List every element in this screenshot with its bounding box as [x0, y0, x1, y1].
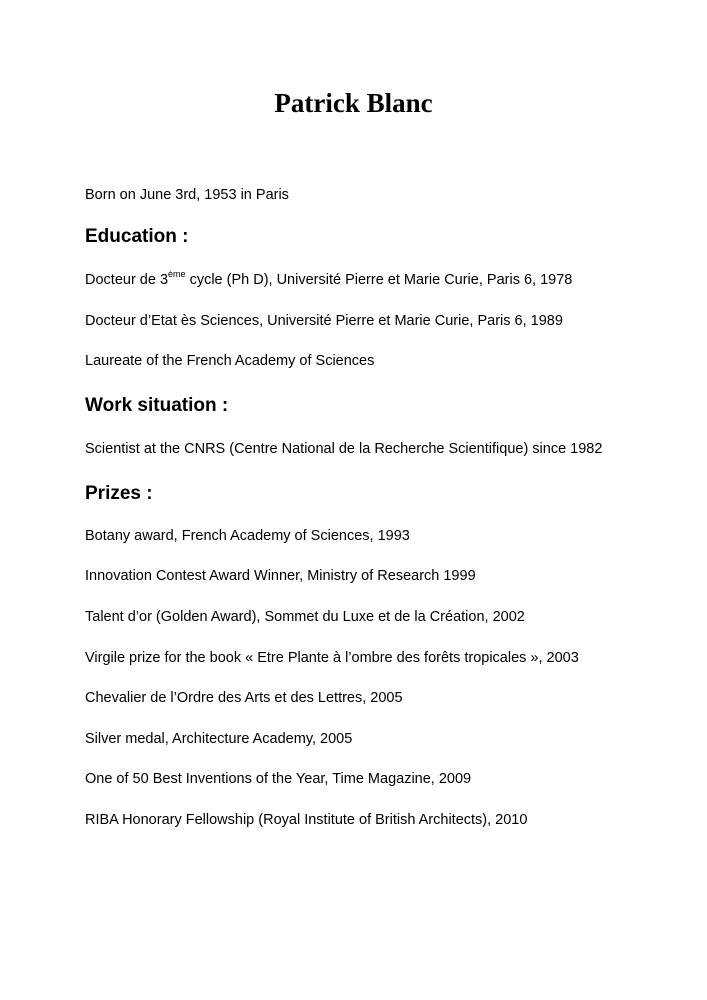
education-item-text: cycle (Ph D), Université Pierre et Marie Curie, Paris 6, 1978	[185, 272, 573, 288]
education-heading: Education :	[85, 226, 189, 247]
education-item-laureate: Laureate of the French Academy of Sciences	[85, 353, 375, 369]
prize-item: One of 50 Best Inventions of the Year, Time Magazine, 2009	[85, 771, 472, 787]
prize-item: Silver medal, Architecture Academy, 2005	[85, 731, 353, 747]
prize-item: Virgile prize for the book « Etre Plante à l’ombre des forêts tropicales », 2003	[85, 650, 579, 666]
prize-item: RIBA Honorary Fellowship (Royal Institute of British Architects), 2010	[85, 812, 528, 828]
prizes-heading: Prizes :	[85, 483, 153, 504]
superscript-text: ème	[168, 269, 186, 280]
education-item-doctorate: Docteur d’Etat ès Sciences, Université Pierre et Marie Curie, Paris 6, 1989	[85, 313, 563, 329]
prize-item: Chevalier de l’Ordre des Arts et des Lettres, 2005	[85, 690, 403, 706]
birth-info: Born on June 3rd, 1953 in Paris	[85, 187, 289, 203]
education-item-phd	[85, 270, 572, 290]
work-heading: Work situation :	[85, 395, 229, 416]
work-item: Scientist at the CNRS (Centre National de la Recherche Scientifique) since 1982	[85, 441, 603, 457]
document-title: Patrick Blanc	[274, 88, 433, 118]
prize-item: Botany award, French Academy of Sciences, 1993	[85, 528, 410, 544]
education-item-text: Docteur de 3	[85, 272, 169, 288]
prize-item: Talent d’or (Golden Award), Sommet du Luxe et de la Création, 2002	[85, 609, 525, 625]
prize-item: Innovation Contest Award Winner, Ministry of Research 1999	[85, 568, 476, 584]
